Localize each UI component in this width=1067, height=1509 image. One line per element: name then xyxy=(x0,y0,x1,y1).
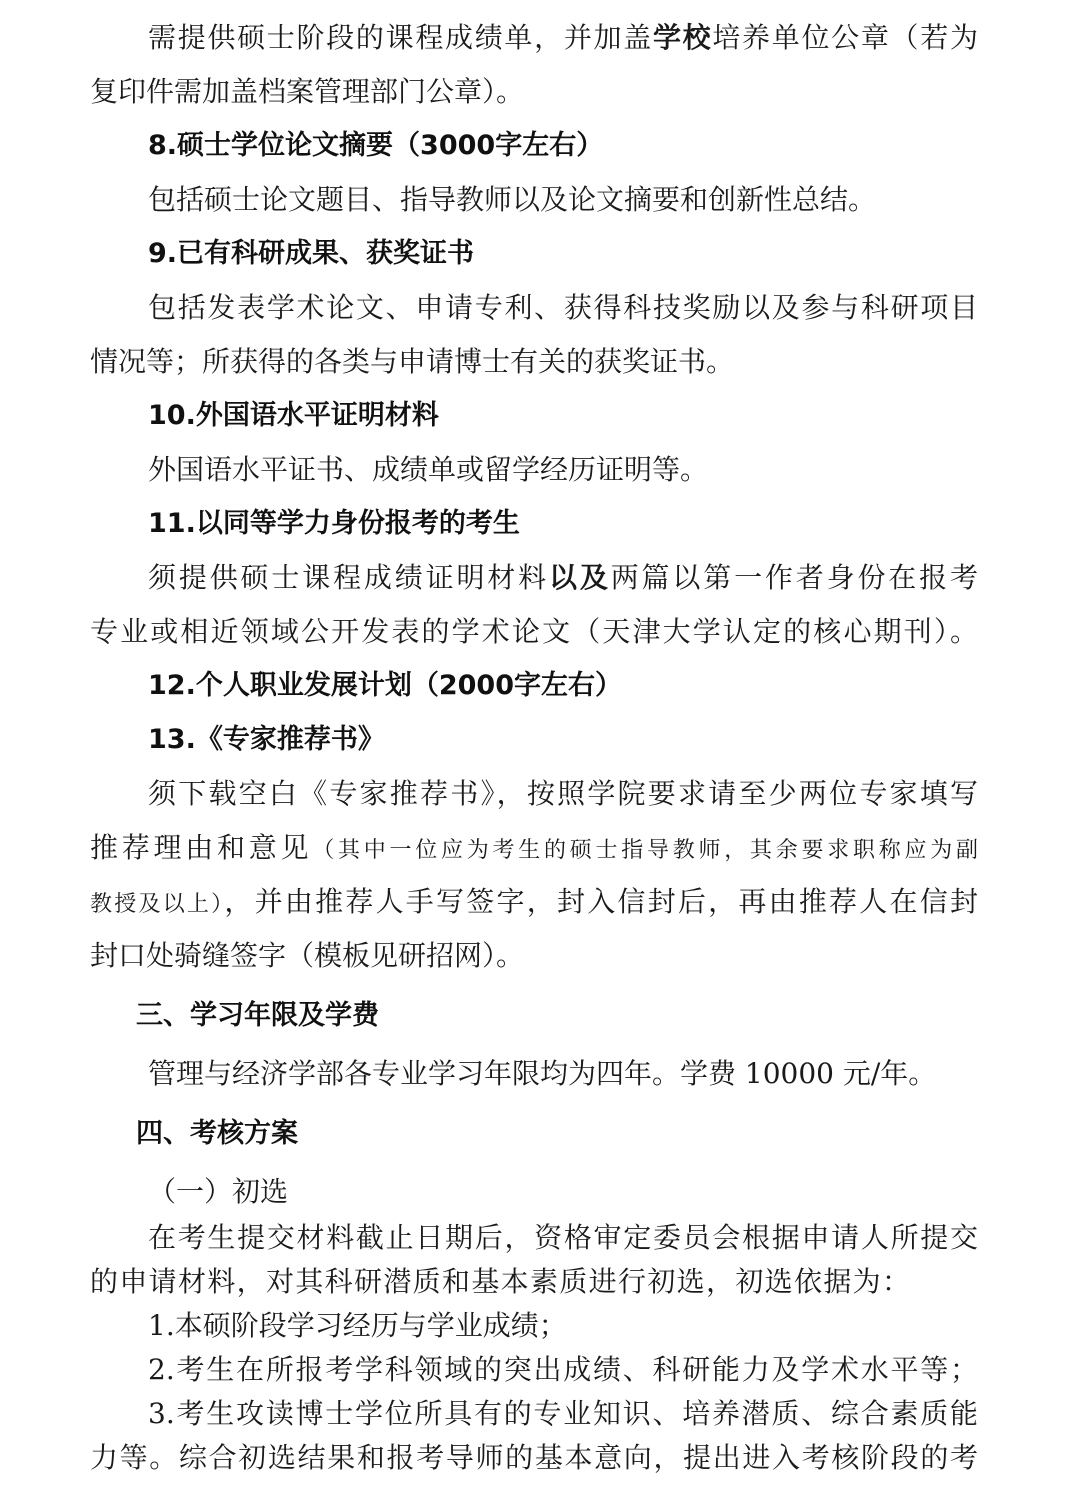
section-heading-4: 四、考核方案 xyxy=(136,1118,298,1149)
section-heading-3: 三、学习年限及学费 xyxy=(136,1000,379,1031)
paragraph-preliminary-line-6: 力等。综合初选结果和报考导师的基本意向，提出进入考核阶段的考 xyxy=(90,1441,978,1474)
heading-item-8: 8.硕士学位论文摘要（3000字左右） xyxy=(148,130,604,161)
paragraph-item-9-line-1: 包括发表学术论文、申请专利、获得科技奖励以及参与科研项目 xyxy=(148,291,978,324)
heading-item-10: 10.外国语水平证明材料 xyxy=(148,400,439,431)
paragraph-preliminary-line-1: 在考生提交材料截止日期后，资格审定委员会根据申请人所提交 xyxy=(148,1221,978,1254)
subsection-heading-1: （一）初选 xyxy=(148,1175,289,1208)
heading-item-13: 13.《专家推荐书》 xyxy=(148,724,385,755)
paragraph-item-13-line-1: 须下载空白《专家推荐书》，按照学院要求请至少两位专家填写 xyxy=(148,777,978,810)
paragraph-preliminary-line-2: 的申请材料，对其科研潜质和基本素质进行初选，初选依据为： xyxy=(90,1265,910,1298)
paragraph-item-11-line-2: 专业或相近领域公开发表的学术论文（天津大学认定的核心期刊）。 xyxy=(90,615,978,648)
criteria-item-2: 2.考生在所报考学科领域的突出成绩、科研能力及学术水平等； xyxy=(148,1353,978,1386)
paragraph-transcript-line-2: 复印件需加盖档案管理部门公章）。 xyxy=(90,75,525,108)
paragraph-item-10: 外国语水平证书、成绩单或留学经历证明等。 xyxy=(148,453,709,486)
heading-item-9: 9.已有科研成果、获奖证书 xyxy=(148,238,475,269)
paragraph-item-8: 包括硕士论文题目、指导教师以及论文摘要和创新性总结。 xyxy=(148,183,877,216)
heading-item-11: 11.以同等学力身份报考的考生 xyxy=(148,508,520,539)
paragraph-item-11-line-1: 须提供硕士课程成绩证明材料以及两篇以第一作者身份在报考 xyxy=(148,561,978,594)
paragraph-item-13-line-2: 推荐理由和意见（其中一位应为考生的硕士指导教师，其余要求职称应为副 xyxy=(90,831,978,864)
paragraph-item-13-line-4: 封口处骑缝签字（模板见研招网）。 xyxy=(90,939,525,972)
criteria-item-1: 1.本硕阶段学习经历与学业成绩； xyxy=(148,1309,567,1342)
criteria-item-3: 3.考生攻读博士学位所具有的专业知识、培养潜质、综合素质能 xyxy=(148,1397,978,1430)
heading-item-12: 12.个人职业发展计划（2000字左右） xyxy=(148,670,622,701)
paragraph-item-9-line-2: 情况等；所获得的各类与申请博士有关的获奖证书。 xyxy=(90,345,735,378)
paragraph-item-13-line-3: 教授及以上），并由推荐人手写签字，封入信封后，再由推荐人在信封 xyxy=(90,885,978,918)
paragraph-transcript-line-1: 需提供硕士阶段的课程成绩单，并加盖学校培养单位公章（若为 xyxy=(148,21,978,54)
paragraph-section-3: 管理与经济学部各专业学习年限均为四年。学费 10000 元/年。 xyxy=(148,1057,937,1090)
